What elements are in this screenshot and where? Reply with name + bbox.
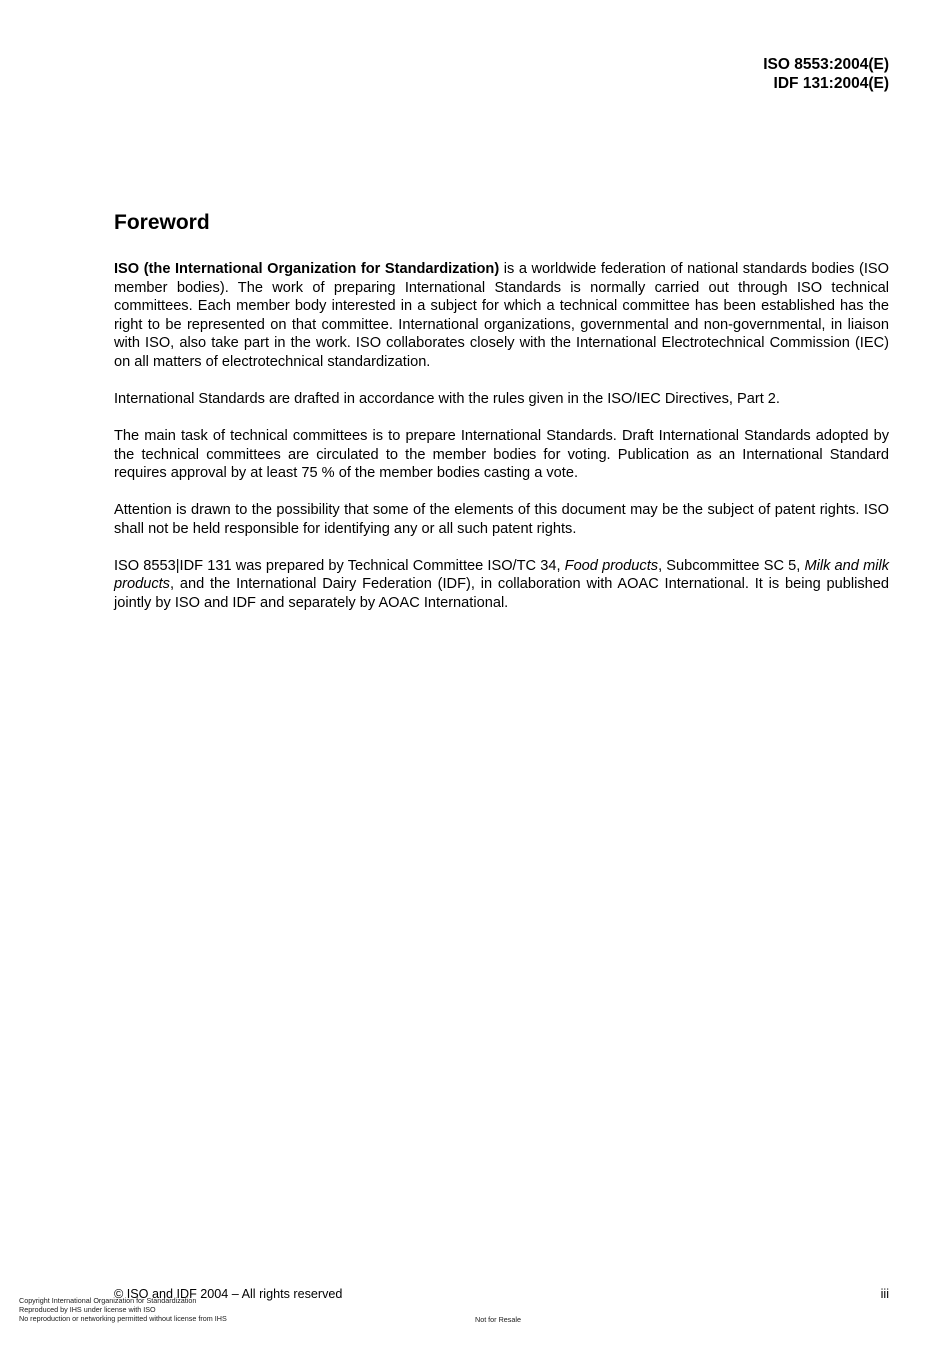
not-for-resale-notice: Not for Resale: [475, 1315, 521, 1324]
iso-document-number: ISO 8553:2004(E): [763, 56, 889, 73]
paragraph-text: is a worldwide federation of national standards bodies (ISO member bodies). The work of preparing International Standards is normally carried out through ISO technical committees. Each member body interested in a subject for which a technical committee has been established has the right to be represented on that committee. International organizations, governmental and non-governmental, in liaison with ISO, also take part in the work. ISO collaborates closely with the International Electrotechnical Commission (IEC) on all matters of electrotechnical standardization.: [114, 261, 889, 370]
paragraph-iso-description: [114, 260, 889, 372]
paragraph-patent-notice: Attention is drawn to the possibility that some of the elements of this document may be the subject of patent rights. ISO shall not be held responsible for identifying any or all such patent rights.: [114, 502, 889, 537]
paragraph-bold-lead: ISO (the International Organization for Standardization): [114, 261, 500, 277]
idf-document-number: IDF 131:2004(E): [773, 74, 889, 92]
paragraph-italic: Milk and milk products: [114, 557, 890, 593]
page-title: Foreword: [114, 211, 210, 234]
license-line: Reproduced by IHS under license with ISO: [19, 1305, 156, 1315]
paragraph-text: , and the International Dairy Federation (IDF), in collaboration with AOAC International. It is being published jointly by ISO and IDF and separately by AOAC International.: [114, 576, 889, 611]
paragraph-committee-task: The main task of technical committees is to prepare International Standards. Draft International Standards adopted by the technical committees are circulated to the member bodies for voting. Publication as an International Standard requires approval by at least 75 % of the member bodies casting a vote.: [114, 427, 889, 482]
paragraph-text: ISO 8553|IDF 131 was prepared by Technical Committee ISO/TC 34,: [114, 557, 565, 574]
paragraph-text: , Subcommittee SC 5,: [658, 557, 805, 574]
footer-copyright: © ISO and IDF 2004 – All rights reserved: [114, 1287, 343, 1301]
foreword-body: [114, 260, 889, 631]
license-line: Copyright International Organization for Standardization: [19, 1296, 197, 1305]
paragraph-preparation: [114, 557, 889, 613]
page-number: iii: [880, 1287, 889, 1301]
paragraph-italic: Food products: [564, 557, 659, 574]
document-id-header: [763, 56, 889, 93]
license-notice: [19, 1296, 227, 1324]
license-line: No reproduction or networking permitted without license from IHS: [19, 1314, 227, 1324]
paragraph-directives: International Standards are drafted in accordance with the rules given in the ISO/IEC Directives, Part 2.: [114, 390, 780, 407]
